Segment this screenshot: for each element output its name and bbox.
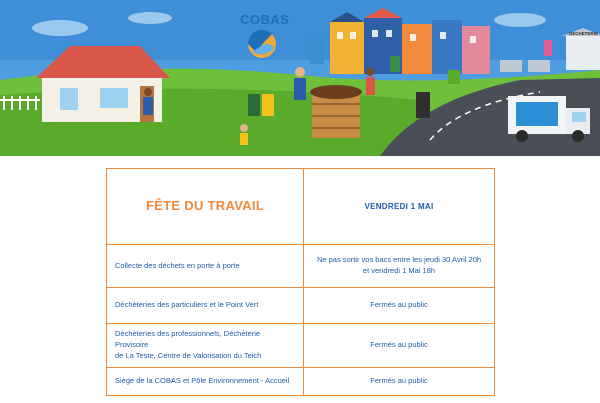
cobas-logo-icon: [248, 30, 276, 58]
service-label: Déchèteries des particuliers et le Point Vert: [115, 300, 259, 310]
status-line: Ne pas sortir vos bacs entre les jeudi 30 Avril 20h: [316, 255, 482, 265]
service-label: Collecte des déchets en porte à porte: [115, 260, 240, 270]
status-cell: [304, 324, 495, 368]
table-row: [107, 324, 495, 368]
header-banner: [0, 0, 600, 156]
status-label: Fermés au public: [370, 300, 428, 310]
event-title-cell: [107, 169, 304, 245]
status-cell: [304, 288, 495, 324]
service-cell: [107, 324, 304, 368]
service-cell: [107, 245, 304, 288]
table-row: [107, 368, 495, 396]
service-line: de La Teste, Centre de Valorisation du Teich: [115, 350, 262, 360]
table-row: [107, 245, 495, 288]
decheterie-sign: DÉCHETERIE: [569, 31, 599, 36]
event-title: FÊTE DU TRAVAIL: [145, 198, 265, 214]
table-row: [107, 288, 495, 324]
status-label: Fermés au public: [370, 340, 428, 350]
status-line: et vendredi 1 Mai 18h: [362, 266, 436, 275]
schedule-table-wrapper: [106, 168, 494, 396]
service-cell: [107, 368, 304, 396]
illustration: [0, 0, 600, 156]
date-cell: [304, 169, 495, 245]
status-cell: [304, 368, 495, 396]
table-header-row: [107, 169, 495, 245]
service-label: Siège de la COBAS et Pôle Environnement - Accueil: [115, 376, 290, 386]
status-cell: [304, 245, 495, 288]
status-label: Fermés au public: [370, 376, 428, 386]
service-line: Déchèteries des professionnels, Déchèterie Provisoire: [115, 329, 261, 350]
schedule-table: [106, 168, 495, 396]
event-date: VENDREDI 1 MAI: [364, 201, 434, 211]
service-cell: [107, 288, 304, 324]
cobas-logo-text: COBAS: [240, 12, 290, 27]
